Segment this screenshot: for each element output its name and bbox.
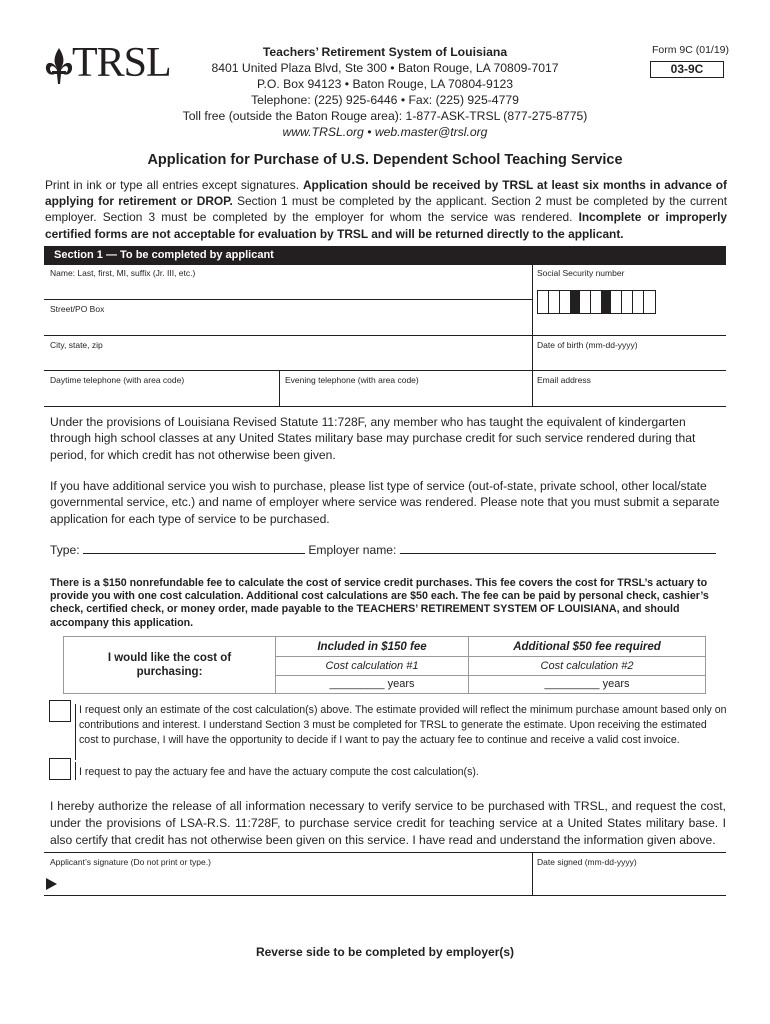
actuary-option-text: I request to pay the actuary fee and have the actuary compute the cost calculation(s). — [79, 766, 479, 778]
signature-divider — [532, 852, 533, 895]
form-number: Form 9C (01/19) — [652, 44, 730, 56]
estimate-checkbox[interactable] — [49, 700, 71, 722]
col1-calc: Cost calculation #1 — [276, 657, 468, 676]
tollfree-line: Toll free (outside the Baton Rouge area): 1-877-ASK-TRSL (877-275-8775) — [182, 109, 588, 123]
estimate-option-text: I request only an estimate of the cost calculation(s) above. The estimate provided will reflect the minimum purchase amount based only on contributions and interest. I understand Section 3 must be completed for TRSL to generate the estimate. Upon receiving the estimated cost to purchase, I will have the opportunity to decide if I want to pay the actuary fee to continue and receive a valid cost invoice. — [79, 704, 727, 746]
type-employer-line — [50, 543, 726, 557]
web-line[interactable]: www.TRSL.org • web.master@trsl.org — [282, 125, 488, 139]
footer-note: Reverse side to be completed by employer(s) — [255, 945, 515, 959]
col1-years-input[interactable]: _________ years — [329, 678, 415, 690]
ssn-label: Social Security number — [537, 268, 625, 278]
org-name: Teachers’ Retirement System of Louisiana — [262, 45, 508, 59]
cost-row-label: I would like the cost of purchasing: — [64, 637, 276, 693]
type-input[interactable] — [83, 543, 305, 554]
ssn-input-boxes[interactable] — [537, 290, 656, 314]
col2-calc: Cost calculation #2 — [469, 657, 705, 676]
option-divider — [75, 704, 76, 760]
intro-bold-1: Application should be received by TRSL at least six months in advance of applying for retirement or DROP. — [45, 178, 728, 209]
intro-text-2: Section 1 must be completed by the applicant. Section 2 must be completed by the current employer. Section 3 must be completed by the employer for whom the service was rendered. — [45, 194, 727, 225]
phone-line: Telephone: (225) 925-6446 • Fax: (225) 925-4779 — [251, 93, 519, 107]
sign-here-arrow-icon — [46, 878, 57, 890]
actuary-checkbox[interactable] — [49, 758, 71, 780]
additional-service-paragraph: If you have additional service you wish to purchase, please list type of service (out-of-state, private school, other local/state governmental service, etc.) and name of employer where service was rendered. Please note that you must submit a separate application for each type of service to be purchased. — [50, 479, 720, 526]
email-field[interactable]: Email address — [537, 375, 591, 385]
signature-field[interactable]: Applicant’s signature (Do not print or type.) — [50, 857, 211, 867]
address-line-1: 8401 United Plaza Blvd, Ste 300 • Baton Rouge, LA 70809-7017 — [211, 61, 559, 75]
dob-field[interactable]: Date of birth (mm-dd-yyyy) — [537, 340, 638, 350]
city-field[interactable]: City, state, zip — [50, 340, 103, 350]
cost-col-2 — [469, 637, 705, 693]
street-field[interactable]: Street/PO Box — [50, 304, 105, 314]
logo-wordmark: TRSL — [72, 40, 171, 86]
day-phone-field[interactable]: Daytime telephone (with area code) — [50, 375, 185, 385]
signature-top-rule — [44, 852, 726, 853]
date-signed-field[interactable]: Date signed (mm-dd-yyyy) — [537, 857, 637, 867]
page-title: Application for Purchase of U.S. Dependent School Teaching Service — [147, 152, 623, 168]
section1-heading: Section 1 — To be completed by applicant — [44, 246, 726, 264]
name-field[interactable]: Name: Last, first, MI, suffix (Jr. III, etc.) — [50, 268, 196, 278]
employer-label: Employer name: — [308, 543, 397, 557]
col2-years-input[interactable]: _________ years — [544, 678, 630, 690]
option-divider — [75, 762, 76, 780]
intro-text-1: Print in ink or type all entries except signatures. — [45, 178, 303, 192]
address-line-2: P.O. Box 94123 • Baton Rouge, LA 70804-9123 — [256, 77, 514, 91]
type-label: Type: — [50, 543, 80, 557]
statute-paragraph: Under the provisions of Louisiana Revised Statute 11:728F, any member who has taught the equivalent of kindergarten through high school classes at any United States military base may purchase credit for such service rendered during that period, for which credit has not otherwise been given. — [50, 415, 696, 462]
intro-bold-2: Incomplete or improperly certified forms are not acceptable for evaluation by TRSL and will be returned directly to the applicant. — [45, 210, 727, 241]
cost-table — [63, 636, 706, 694]
col1-header: Included in $150 fee — [276, 637, 468, 657]
employer-input[interactable] — [400, 543, 716, 554]
cost-col-1 — [276, 637, 469, 693]
signature-bottom-rule — [44, 895, 726, 896]
col2-header: Additional $50 fee required — [469, 637, 705, 657]
eve-phone-field[interactable]: Evening telephone (with area code) — [285, 375, 419, 385]
section1-grid — [0, 0, 770, 420]
fee-notice: There is a $150 nonrefundable fee to calculate the cost of service credit purchases. This fee covers the cost for TRSL’s actuary to provide you with one cost calculation. Additional cost calculations are $50 each. The fee can be paid by personal check, cashier’s check, certified check, or money order, made payable to the TEACHERS’ RETIREMENT SYSTEM OF LOUISIANA, and should accompany this application. — [50, 577, 709, 629]
form-code-box: 03-9C — [650, 61, 724, 78]
authorization-paragraph: I hereby authorize the release of all information necessary to verify service to be purchased with TRSL, and request the cost, under the provisions of LSA-R.S. 11:728F, to purchase service credit for teaching service at a United States military base. I also certify that credit has not otherwise been given on this service. I have read and understand the information given above. — [50, 799, 726, 847]
